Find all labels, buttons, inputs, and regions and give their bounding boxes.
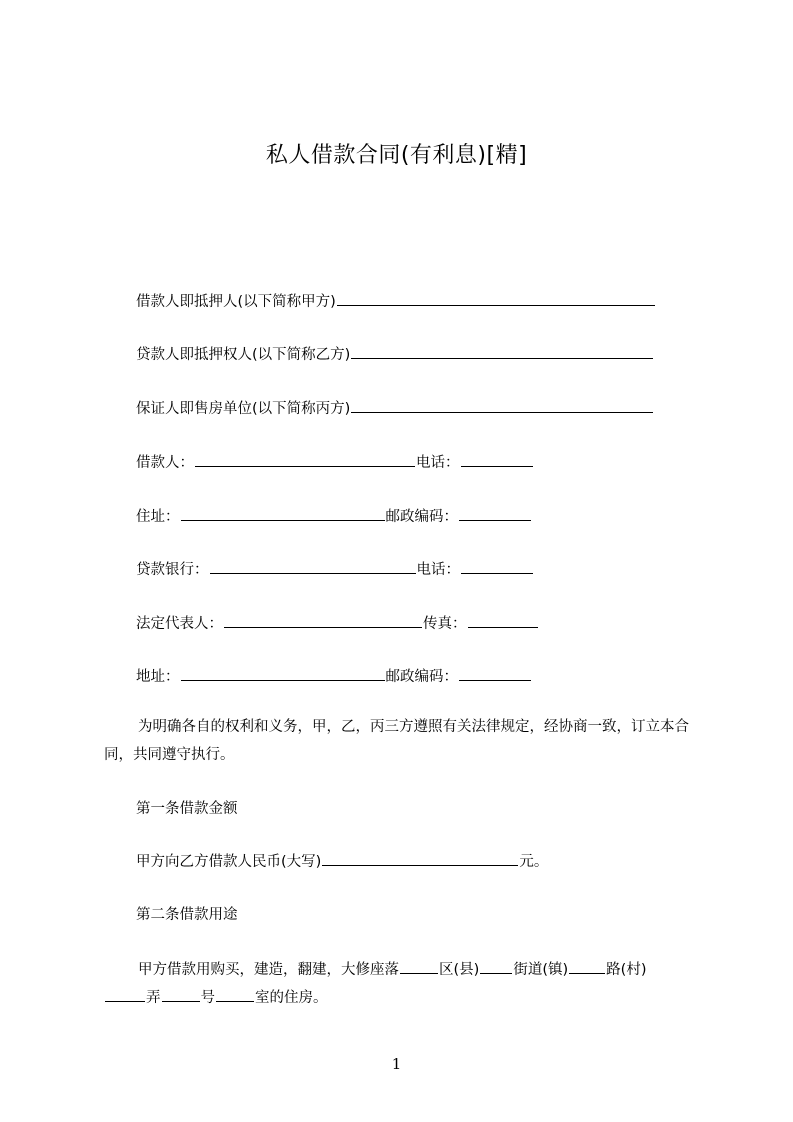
article2-street: 街道(镇) [513, 962, 569, 978]
borrower-field-line [136, 452, 534, 473]
bank-field-blank [210, 559, 416, 574]
legal-rep-field-line [136, 613, 539, 634]
preamble-paragraph: 为明确各自的权利和义务，甲，乙，丙三方遵照有关法律规定，经协商一致，订立本合同，共同遵守执行。 [104, 719, 689, 763]
borrower-field-blank [195, 452, 415, 467]
location-field-label: 地址： [136, 669, 180, 685]
article2-blank-3 [569, 959, 605, 974]
bank-field-line [136, 559, 534, 580]
guarantor-party-blank [351, 398, 653, 413]
borrower-party-line [136, 291, 656, 312]
postcode1-field-blank [459, 506, 531, 521]
article2-heading: 第二条借款用途 [136, 907, 238, 923]
article1-text-suffix: 元。 [519, 854, 549, 870]
lender-party-blank [351, 344, 653, 359]
address-field-label: 住址： [136, 509, 180, 525]
postcode2-field-blank [459, 666, 531, 681]
article2-blank-6 [216, 987, 254, 1002]
postcode1-field-label: 邮政编码： [385, 509, 458, 525]
phone1-field-blank [461, 452, 533, 467]
phone1-field-label: 电话： [416, 455, 460, 471]
article2-lane: 弄 [146, 990, 161, 1006]
postcode2-field-label: 邮政编码： [385, 669, 458, 685]
article2-text-a: 甲方借款用购买，建造，翻建，大修座落 [138, 962, 399, 978]
bank-field-label: 贷款银行： [136, 562, 209, 578]
page-number: 1 [391, 1055, 402, 1073]
lender-party-line [136, 344, 654, 365]
fax-field-label: 传真： [423, 616, 467, 632]
guarantor-party-line [136, 398, 654, 419]
borrower-party-blank [337, 291, 655, 306]
legal-rep-field-blank [224, 613, 422, 628]
article2-road: 路(村) [606, 962, 647, 978]
lender-party-label: 贷款人即抵押权人(以下简称乙方) [136, 347, 351, 363]
article1-heading: 第一条借款金额 [136, 801, 238, 817]
article2-text-line1 [138, 959, 646, 980]
location-field-line [136, 666, 532, 687]
article2-blank-5 [162, 987, 200, 1002]
article2-blank-1 [400, 959, 438, 974]
phone2-field-blank [461, 559, 533, 574]
phone2-field-label: 电话： [416, 562, 460, 578]
article1-text [136, 851, 548, 872]
article2-number: 号 [200, 990, 215, 1006]
location-field-blank [181, 666, 385, 681]
article1-amount-blank [322, 851, 518, 866]
document-title: 私人借款合同(有利息)[精] [265, 143, 528, 168]
article2-district: 区(县) [439, 962, 480, 978]
borrower-party-label: 借款人即抵押人(以下简称甲方) [136, 294, 336, 310]
article2-blank-2 [480, 959, 512, 974]
fax-field-blank [468, 613, 538, 628]
article1-text-prefix: 甲方向乙方借款人民币(大写) [136, 854, 322, 870]
borrower-field-label: 借款人： [136, 455, 194, 471]
article2-text-line2 [104, 987, 328, 1008]
legal-rep-field-label: 法定代表人： [136, 616, 223, 632]
article2-blank-4 [105, 987, 145, 1002]
guarantor-party-label: 保证人即售房单位(以下简称丙方) [136, 401, 351, 417]
address-field-blank [181, 506, 385, 521]
address-field-line [136, 506, 532, 527]
article2-room: 室的住房。 [255, 990, 328, 1006]
